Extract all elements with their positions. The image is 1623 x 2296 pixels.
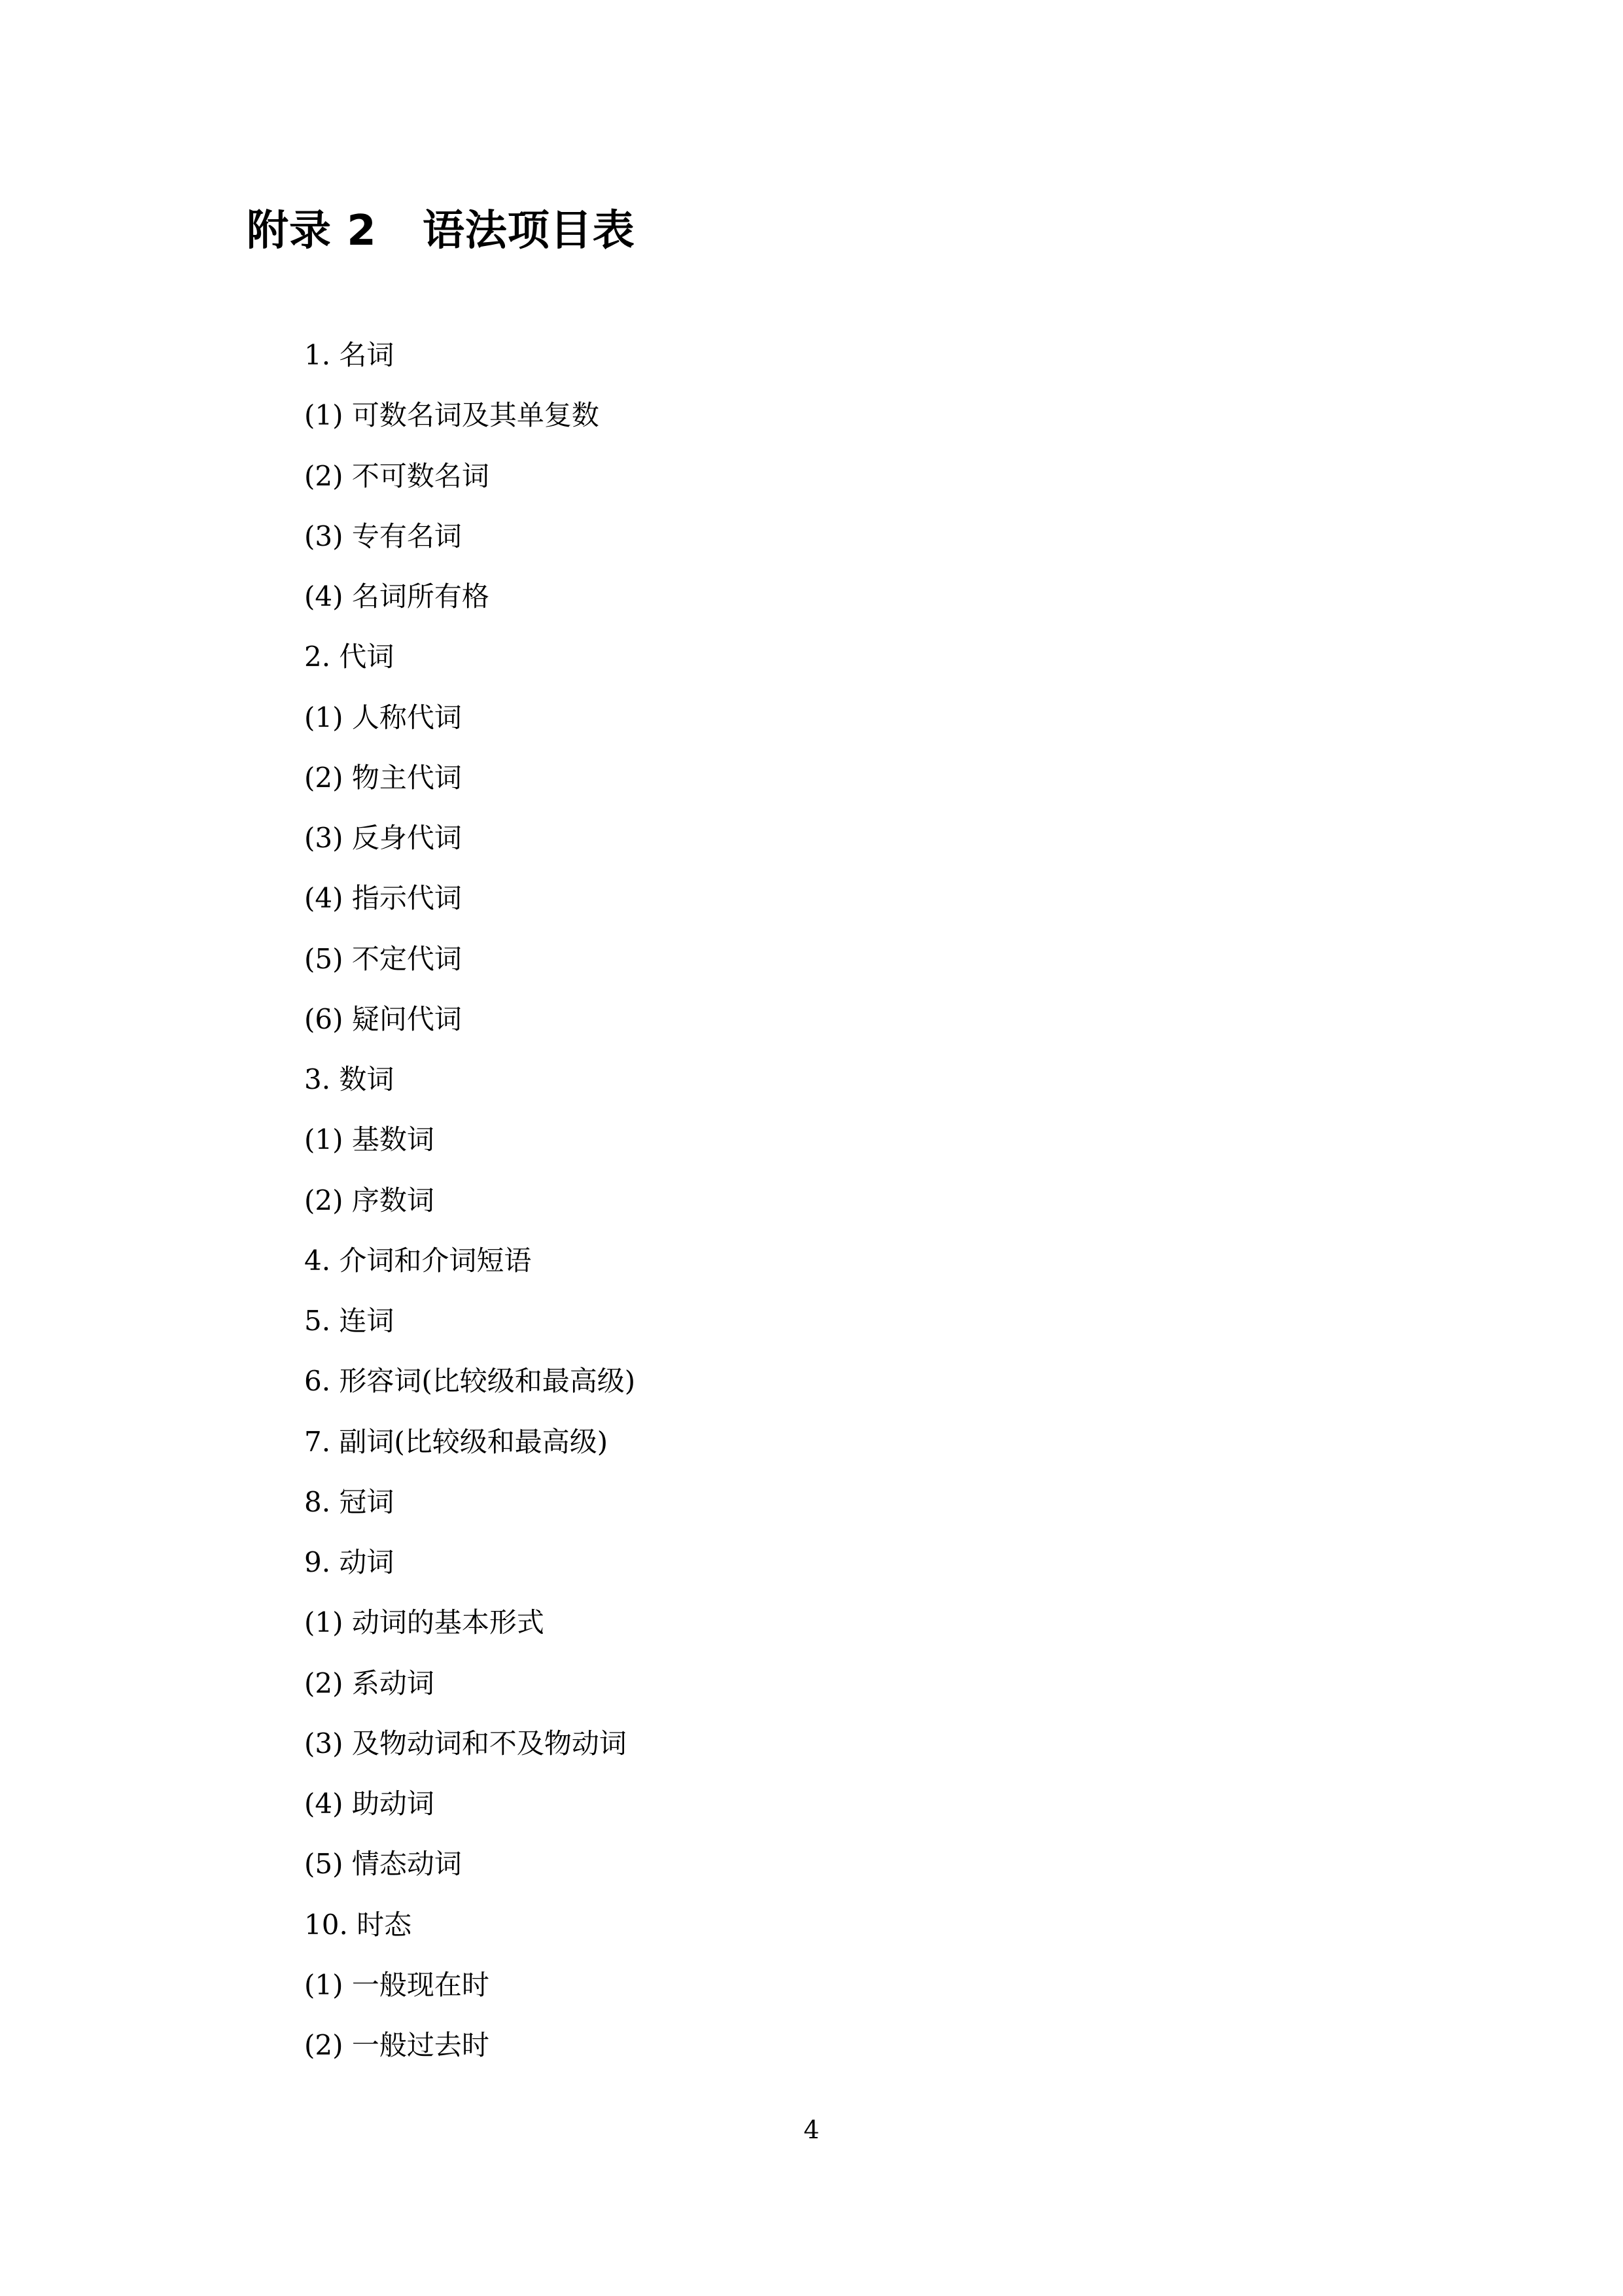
list-item: (2) 序数词 xyxy=(304,1184,434,1216)
list-item: 8. 冠词 xyxy=(304,1485,394,1518)
page-title xyxy=(247,202,635,260)
list-item: 4. 介词和介词短语 xyxy=(304,1244,532,1277)
list-item: (5) 不定代词 xyxy=(304,942,462,975)
list-item: 9. 动词 xyxy=(304,1546,394,1578)
list-item: (6) 疑问代词 xyxy=(304,1002,462,1035)
grammar-item-list xyxy=(304,334,635,2084)
page-number: 4 xyxy=(803,2115,820,2144)
list-item: (2) 一般过去时 xyxy=(304,2029,489,2061)
title-prefix: 附录 2 xyxy=(247,207,377,255)
list-item: 6. 形容词(比较级和最高级) xyxy=(304,1365,636,1398)
list-item: 7. 副词(比较级和最高级) xyxy=(304,1425,608,1458)
list-item: 2. 代词 xyxy=(304,641,394,673)
list-item: (1) 动词的基本形式 xyxy=(304,1606,544,1639)
list-item: 3. 数词 xyxy=(304,1063,394,1095)
list-item: (2) 系动词 xyxy=(304,1667,434,1699)
list-item: 1. 名词 xyxy=(304,339,394,371)
list-item: (2) 物主代词 xyxy=(304,761,462,794)
list-item: (3) 专有名词 xyxy=(304,520,462,552)
list-item: (2) 不可数名词 xyxy=(304,459,489,492)
list-item: (5) 情态动词 xyxy=(304,1848,462,1881)
title-main: 语法项目表 xyxy=(422,207,635,255)
list-item: (4) 名词所有格 xyxy=(304,580,489,612)
list-item: (1) 可数名词及其单复数 xyxy=(304,399,599,432)
list-item: (4) 指示代词 xyxy=(304,882,462,915)
list-item: (1) 人称代词 xyxy=(304,701,462,733)
list-item: (3) 反身代词 xyxy=(304,822,462,854)
list-item: (4) 助动词 xyxy=(304,1788,434,1820)
list-item: (1) 基数词 xyxy=(304,1123,434,1156)
list-item: (3) 及物动词和不及物动词 xyxy=(304,1727,627,1759)
list-item: (1) 一般现在时 xyxy=(304,1968,489,2001)
list-item: 10. 时态 xyxy=(304,1908,412,1941)
list-item: 5. 连词 xyxy=(304,1305,394,1337)
